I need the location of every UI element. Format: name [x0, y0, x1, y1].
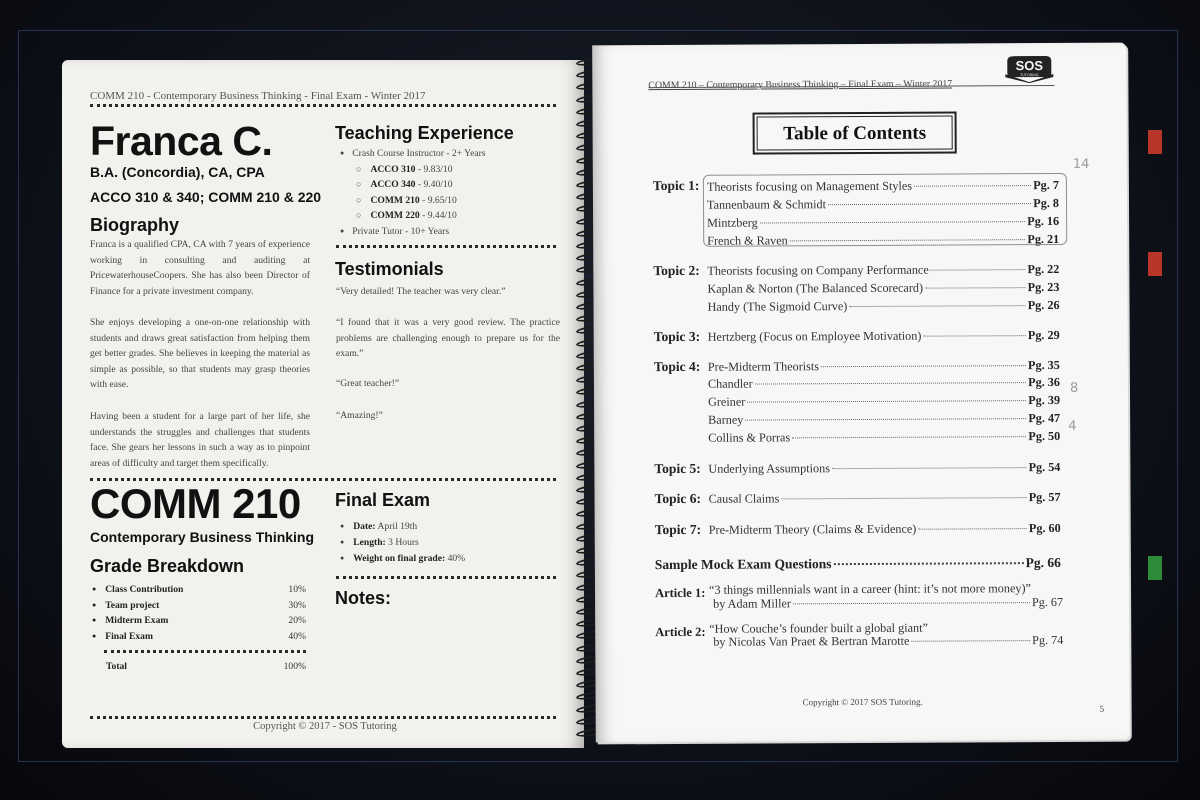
dot-leader [793, 602, 1030, 604]
divider [336, 245, 556, 248]
grade-label: ● Midterm Exam [92, 615, 168, 626]
dot-leader [832, 467, 1027, 469]
mock-exam-page: Pg. 66 [1025, 554, 1061, 571]
entry-text: Theorists focusing on Management Styles [706, 178, 913, 194]
logo-subtext: TUTORING [1019, 73, 1039, 78]
tutor-credentials: B.A. (Concordia), CA, CPA [90, 164, 265, 180]
divider [336, 576, 556, 579]
entry-page: Pg. 47 [1028, 410, 1061, 426]
dot-leader [918, 528, 1027, 530]
toc-entry [708, 428, 1060, 446]
entry-text: Causal Claims [708, 491, 780, 506]
grade-row [92, 629, 306, 645]
article-title: “How Couche’s founder built a global giant” [709, 620, 928, 636]
course-code: ACCO 340 [370, 179, 416, 190]
course-rating: - 9.44/10 [419, 210, 457, 221]
toc-entry [708, 327, 1060, 345]
pencil-bracket [703, 173, 1067, 247]
topic-label: Topic 5: [654, 460, 701, 477]
tutor-courses: ACCO 310 & 340; COMM 210 & 220 [90, 189, 322, 205]
entry-text: Mintzberg [707, 215, 758, 230]
testimonials-heading: Testimonials [335, 259, 444, 279]
grade-total-row [106, 661, 306, 672]
course-code: COMM 210 [370, 194, 420, 206]
list-item [340, 208, 560, 224]
entry-page: Pg. 22 [1027, 261, 1060, 277]
grade-percent: 30% [288, 599, 306, 611]
dot-leader [821, 365, 1026, 367]
dot-leader [911, 640, 1030, 642]
grade-label: ● Team project [92, 600, 159, 611]
topic-label: Topic 1: [652, 177, 700, 194]
pencil-annotation: 8 [1069, 380, 1079, 396]
dot-leader [849, 305, 1025, 307]
topic-label: Topic 3: [653, 328, 701, 345]
toc-entry [708, 374, 1060, 392]
grade-breakdown-heading: Grade Breakdown [90, 556, 245, 576]
toc-entry [709, 520, 1061, 538]
entry-text: Greiner [708, 394, 746, 409]
final-exam-item [340, 534, 560, 550]
topic-label: Topic 7: [654, 521, 702, 538]
entry-text: Chandler [707, 376, 753, 391]
grade-percent: 20% [288, 615, 306, 626]
final-exam-item [340, 550, 560, 566]
grade-breakdown-list [92, 582, 306, 644]
list-item [340, 146, 560, 162]
grade-label: ● Class Contribution [92, 584, 183, 595]
logo-text: SOS [1015, 58, 1044, 74]
grade-row [92, 613, 306, 629]
entry-page: Pg. 16 [1027, 213, 1060, 229]
toc-entry [707, 261, 1059, 279]
divider [90, 716, 556, 719]
pencil-annotation: 14 [1072, 156, 1090, 172]
article-byline [713, 595, 1063, 612]
dot-leader [931, 269, 1026, 270]
toc-entry [708, 410, 1060, 428]
entry-page: Pg. 7 [1033, 177, 1059, 193]
course-rating: - 9.40/10 [415, 179, 453, 190]
article-byline [713, 633, 1063, 650]
right-page [592, 43, 1130, 743]
list-item [340, 224, 560, 240]
entry-text: Hertzberg (Focus on Employee Motivation) [707, 328, 922, 344]
entry-page: Pg. 35 [1027, 357, 1060, 373]
entry-text: Underlying Assumptions [708, 461, 830, 476]
list-item [340, 162, 560, 178]
toc-entry [708, 459, 1060, 477]
entry-page: Pg. 26 [1027, 297, 1060, 313]
exam-field-label: Weight on final grade: [353, 553, 446, 564]
grade-row [92, 598, 306, 614]
page-number: 5 [1099, 703, 1105, 714]
list-item [340, 193, 560, 209]
entry-page: Pg. 60 [1028, 520, 1061, 536]
dot-leader [755, 382, 1026, 384]
biography-paragraph: Franca is a qualified CPA, CA with 7 years of experience working in consulting and auditing at PricewaterhouseCoopers. She has also been Director of Finance for a private investment company. [90, 239, 310, 297]
biography-paragraph: She enjoys developing a one-on-one relationship with students and draws great satisfaction from helping them get better grades. She believes in keeping the material as simple as possible, so that students may grasp theories with ease. [90, 317, 310, 391]
entry-page: Pg. 8 [1033, 195, 1060, 211]
entry-text: Kaplan & Norton (The Balanced Scorecard) [707, 280, 924, 296]
entry-page: Pg. 57 [1028, 489, 1061, 505]
article-author: by Nicolas Van Praet & Bertran Marotte [713, 633, 910, 649]
article-page: Pg. 67 [1031, 594, 1064, 610]
total-percent: 100% [283, 661, 306, 672]
mock-exam-entry [655, 555, 1061, 573]
course-rating: - 9.65/10 [419, 194, 457, 206]
crash-course-text: Crash Course Instructor - 2+ Years [352, 148, 486, 159]
toc-title: Table of Contents [757, 116, 953, 151]
grade-percent: 40% [288, 630, 306, 642]
exam-field-value: April 19th [375, 521, 418, 532]
entry-page: Pg. 54 [1028, 459, 1061, 475]
entry-page: Pg. 29 [1027, 327, 1060, 343]
article-author: by Adam Miller [713, 596, 791, 611]
entry-text: Pre-Midterm Theory (Claims & Evidence) [708, 521, 917, 537]
list-item [340, 177, 560, 193]
entry-text: Tannenbaum & Schmidt [706, 197, 827, 212]
course-code-title: COMM 210 [90, 480, 301, 527]
exam-field-value: 3 Hours [385, 537, 419, 548]
left-page [62, 60, 584, 748]
article-label: Article 2: [655, 624, 706, 640]
course-code: COMM 220 [370, 210, 420, 221]
toc-entry [709, 489, 1061, 507]
grade-percent: 10% [288, 584, 306, 595]
entry-text: Pre-Midterm Theorists [707, 359, 820, 374]
exam-field-label: Date: [353, 521, 376, 532]
dot-leader [925, 287, 1026, 289]
final-exam-item [340, 518, 560, 534]
testimonial: “Amazing!” [336, 410, 383, 421]
right-copyright: Copyright © 2017 SOS Tutoring. [802, 696, 923, 708]
entry-text: Theorists focusing on Company Performance [707, 262, 929, 278]
mock-exam-text: Sample Mock Exam Questions [654, 556, 832, 573]
entry-text: French & Raven [707, 233, 788, 248]
exam-field-value: 40% [445, 553, 466, 564]
course-name: Contemporary Business Thinking [90, 529, 315, 545]
final-exam-list [340, 518, 560, 566]
dot-leader [745, 418, 1026, 420]
topic-label: Topic 2: [653, 262, 700, 279]
entry-page: Pg. 23 [1027, 279, 1060, 295]
testimonial: “Very detailed! The teacher was very clear.” [336, 286, 506, 297]
red-sticky-tab [1148, 252, 1162, 276]
sos-logo [1004, 55, 1054, 83]
teaching-experience-list [340, 146, 560, 239]
divider [90, 104, 556, 107]
testimonial: “Great teacher!” [336, 378, 400, 389]
topic-label: Topic 6: [654, 490, 701, 507]
pencil-annotation: 4 [1068, 418, 1077, 434]
grade-label: ● Final Exam [92, 631, 153, 642]
dot-leader [834, 562, 1024, 565]
entry-page: Pg. 21 [1027, 231, 1060, 247]
left-page-header: COMM 210 - Contemporary Business Thinking - Final Exam - Winter 2017 [90, 90, 426, 102]
course-code: ACCO 310 [370, 163, 416, 175]
entry-page: Pg. 50 [1028, 428, 1061, 444]
entry-text: Collins & Porras [708, 430, 791, 445]
teaching-experience-heading: Teaching Experience [335, 123, 514, 143]
article-page: Pg. 74 [1032, 632, 1064, 648]
grade-row [92, 582, 306, 598]
green-sticky-tab [1148, 556, 1162, 580]
article-title: “3 things millennials want in a career (hint: it’s not more money)” [708, 581, 1031, 597]
dot-leader [792, 436, 1026, 438]
entry-text: Barney [708, 412, 744, 427]
right-page-header: COMM 210 – Contemporary Business Thinking – Final Exam – Winter 2017 [648, 78, 953, 92]
red-sticky-tab [1148, 130, 1162, 154]
article-label: Article 1: [655, 585, 706, 601]
final-exam-heading: Final Exam [335, 490, 431, 510]
toc-title-box [753, 111, 957, 154]
topic-label: Topic 4: [653, 358, 701, 375]
toc-entry [708, 297, 1060, 315]
left-copyright: Copyright © 2017 - SOS Tutoring [253, 721, 397, 732]
biography-heading: Biography [90, 215, 180, 235]
total-label: Total [106, 661, 127, 672]
tutor-name: Franca C. [90, 118, 273, 164]
course-rating: - 9.83/10 [415, 163, 453, 175]
toc-entry [708, 392, 1060, 410]
biography-paragraph: Having been a student for a large part of her life, she understands the struggles and challenges that students face. She gears her lessons in such a way as to pinpoint areas of difficulty and target them specifically. [90, 411, 310, 469]
entry-page: Pg. 39 [1028, 392, 1061, 408]
exam-field-label: Length: [353, 537, 386, 548]
notes-heading: Notes: [335, 588, 392, 608]
dot-leader [747, 400, 1026, 402]
toc-entry [707, 279, 1059, 297]
dot-leader [781, 497, 1026, 499]
divider [104, 650, 306, 653]
dot-leader [923, 335, 1025, 337]
entry-page: Pg. 36 [1028, 374, 1060, 390]
toc-entry [708, 357, 1060, 375]
testimonial: “I found that it was a very good review. The practice problems are challenging enough to prepare us for the exam.” [336, 317, 560, 360]
entry-text: Handy (The Sigmoid Curve) [707, 299, 848, 314]
private-tutor-text: Private Tutor - 10+ Years [352, 225, 450, 237]
